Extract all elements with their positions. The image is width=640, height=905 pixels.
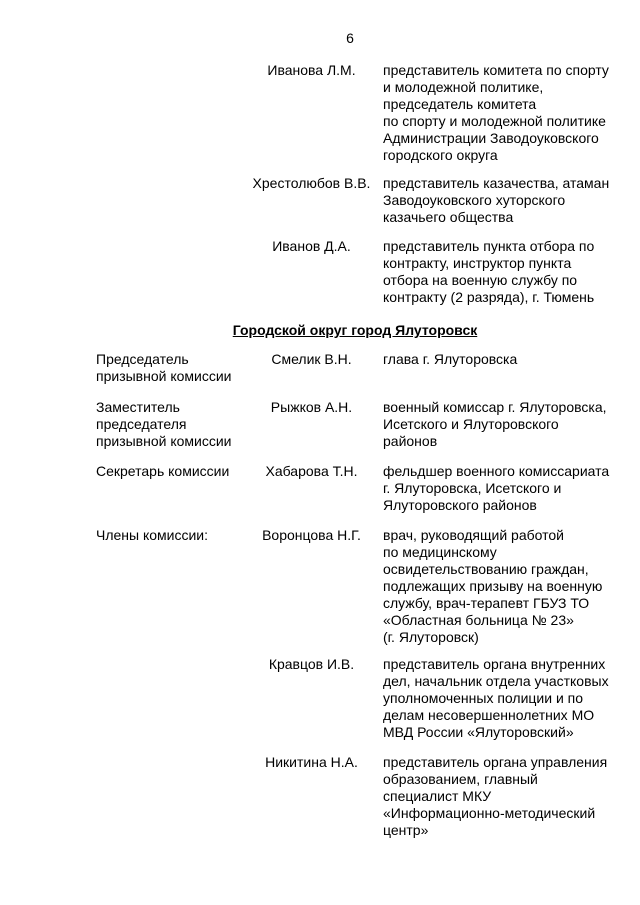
member-name: Смелик В.Н.	[271, 351, 352, 367]
member-name: Кравцов И.В.	[268, 656, 355, 672]
member-name: Воронцова Н.Г.	[262, 527, 361, 543]
member-name: Хабарова Т.Н.	[265, 463, 358, 479]
page-number: 6	[346, 30, 354, 46]
member-description: фельдшер военного комиссариата г. Ялуторовска, Исетского и Ялуторовского районов	[383, 463, 610, 513]
member-description: представитель комитета по спорту и молодежной политике, председатель комитета по спорту и молодежной политике Администрации Заводоуковского городского округа	[383, 62, 609, 163]
member-description: военный комиссар г. Ялуторовска, Исетского и Ялуторовского районов	[383, 399, 607, 449]
member-description: врач, руководящий работой по медицинскому освидетельствованию граждан, подлежащих призыву на военную службу, врач-терапевт ГБУЗ ТО «Областная больница № 23» (г. Ялуторовск)	[383, 527, 603, 645]
member-description: представитель пункта отбора по контракту, инструктор пункта отбора на военную службу по контракту (2 разряда), г. Тюмень	[383, 238, 595, 305]
member-name: Рыжков А.Н.	[270, 399, 353, 415]
section-heading: Городской округ город Ялуторовск	[232, 322, 478, 338]
commission-role: Члены комиссии:	[96, 527, 209, 543]
member-name: Хрестолюбов В.В.	[252, 175, 371, 191]
commission-role: Председатель призывной комиссии	[96, 351, 232, 384]
member-description: представитель казачества, атаман Заводоуковского хуторского казачьего общества	[383, 175, 610, 225]
member-name: Никитина Н.А.	[265, 754, 358, 770]
commission-role: Секретарь комиссии	[96, 463, 230, 479]
member-name: Иванов Д.А.	[272, 238, 351, 254]
member-name: Иванова Л.М.	[267, 62, 356, 78]
member-description: представитель органа управления образованием, главный специалист МКУ «Информационно-методический центр»	[383, 754, 608, 838]
commission-role: Заместитель председателя призывной комиссии	[96, 399, 232, 449]
member-description: представитель органа внутренних дел, начальник отдела участковых уполномоченных полиции и по делам несовершеннолетних МО МВД России «Ялуторовский»	[383, 656, 609, 740]
member-description: глава г. Ялуторовска	[383, 351, 518, 367]
